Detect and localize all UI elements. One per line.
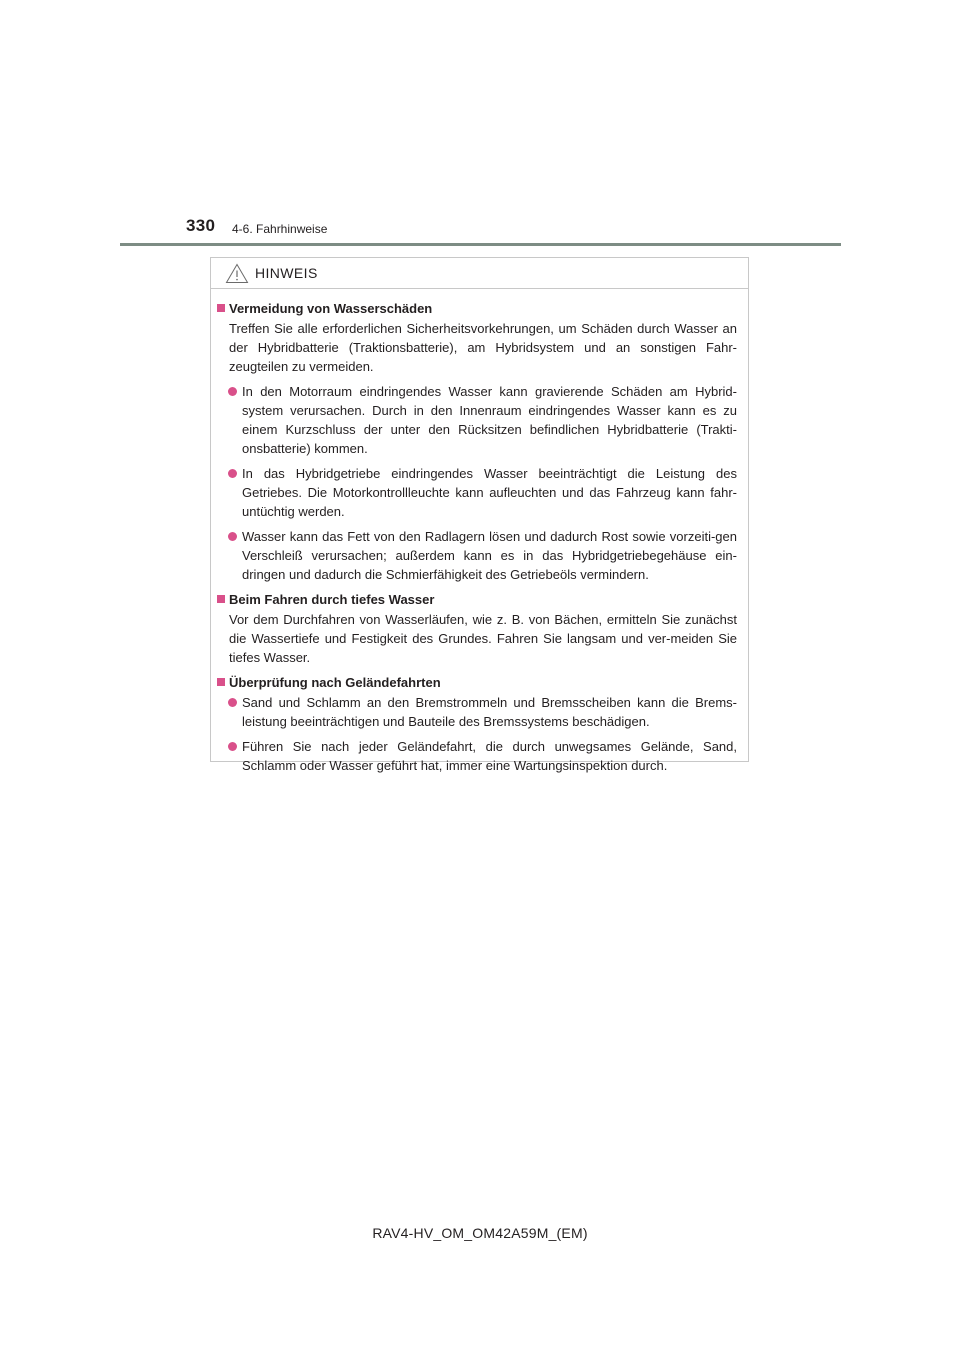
topic-heading-text: Beim Fahren durch tiefes Wasser xyxy=(229,592,435,607)
list-item xyxy=(211,464,737,521)
manual-code: RAV4-HV_OM_OM42A59M_(EM) xyxy=(372,1225,588,1241)
topic-deep-water xyxy=(211,590,744,667)
topic-heading-text: Vermeidung von Wasserschäden xyxy=(229,301,433,316)
notice-body xyxy=(211,299,744,781)
warning-triangle-icon xyxy=(225,263,249,284)
list-item-text: In das Hybridgetriebe eindringendes Wasser beeinträchtigt die Leistung des Getriebes. Die Motorkontrollleuchte kann aufleuchten und das Fahrzeug kann fahr-untüchtig werden. xyxy=(242,466,737,519)
topic-text: Treffen Sie alle erforderlichen Sicherheitsvorkehrungen, um Schäden durch Wasser an der Hybridbatterie (Traktionsbatterie), am Hybridsystem und an sonstigen Fahr-zeugteilen zu vermeiden. xyxy=(229,321,737,374)
list-item xyxy=(211,382,737,458)
notice-label: HINWEIS xyxy=(255,265,318,281)
notice-box xyxy=(210,257,749,773)
topic-heading xyxy=(211,590,744,609)
topic-text: Vor dem Durchfahren von Wasserläufen, wie z. B. von Bächen, ermitteln Sie zunächst die Wassertiefe und Festigkeit des Grundes. Fahren Sie langsam und ver-meiden Sie tiefes Wasser. xyxy=(229,612,737,665)
dot-bullet-icon xyxy=(228,469,237,478)
topic-heading xyxy=(211,673,744,692)
list-item-text: Sand und Schlamm an den Bremstrommeln und Bremsscheiben kann die Brems-leistung beeinträchtigen und Bauteile des Bremssystems beschädigen. xyxy=(242,695,737,729)
topic-offroad-check xyxy=(211,673,744,775)
topic-heading xyxy=(211,299,744,318)
header-rule xyxy=(120,243,841,246)
square-bullet-icon xyxy=(217,595,225,603)
list-item xyxy=(211,693,737,731)
topic-water-damage xyxy=(211,299,744,584)
section-title: 4-6. Fahrhinweise xyxy=(232,222,328,236)
square-bullet-icon xyxy=(217,304,225,312)
list-item-text: Wasser kann das Fett von den Radlagern lösen und dadurch Rost sowie vorzeiti-gen Verschleiß verursachen; außerdem kann es in das Hybridgetriebegehäuse ein-dringen und dadurch die Schmierfähigkeit des Getriebeöls vermindern. xyxy=(242,529,737,582)
list-item xyxy=(211,527,737,584)
dot-bullet-icon xyxy=(228,387,237,396)
square-bullet-icon xyxy=(217,678,225,686)
list-item-text: In den Motorraum eindringendes Wasser kann gravierende Schäden am Hybrid-system verursachen. Durch in den Innenraum eindringendes Wasser kann es zu einem Kurzschluss der unter den Rücksitzen befindlichen Hybridbatterie (Trakti-onsbatterie) kommen. xyxy=(242,384,737,456)
dot-bullet-icon xyxy=(228,742,237,751)
page-number: 330 xyxy=(186,216,216,235)
topic-heading-text: Überprüfung nach Geländefahrten xyxy=(229,675,441,690)
list-item-text: Führen Sie nach jeder Geländefahrt, die durch unwegsames Gelände, Sand, Schlamm oder Wasser geführt hat, immer eine Wartungsinspektion durch. xyxy=(242,739,737,773)
dot-bullet-icon xyxy=(228,698,237,707)
dot-bullet-icon xyxy=(228,532,237,541)
list-item xyxy=(211,737,737,775)
notice-header xyxy=(211,258,748,289)
